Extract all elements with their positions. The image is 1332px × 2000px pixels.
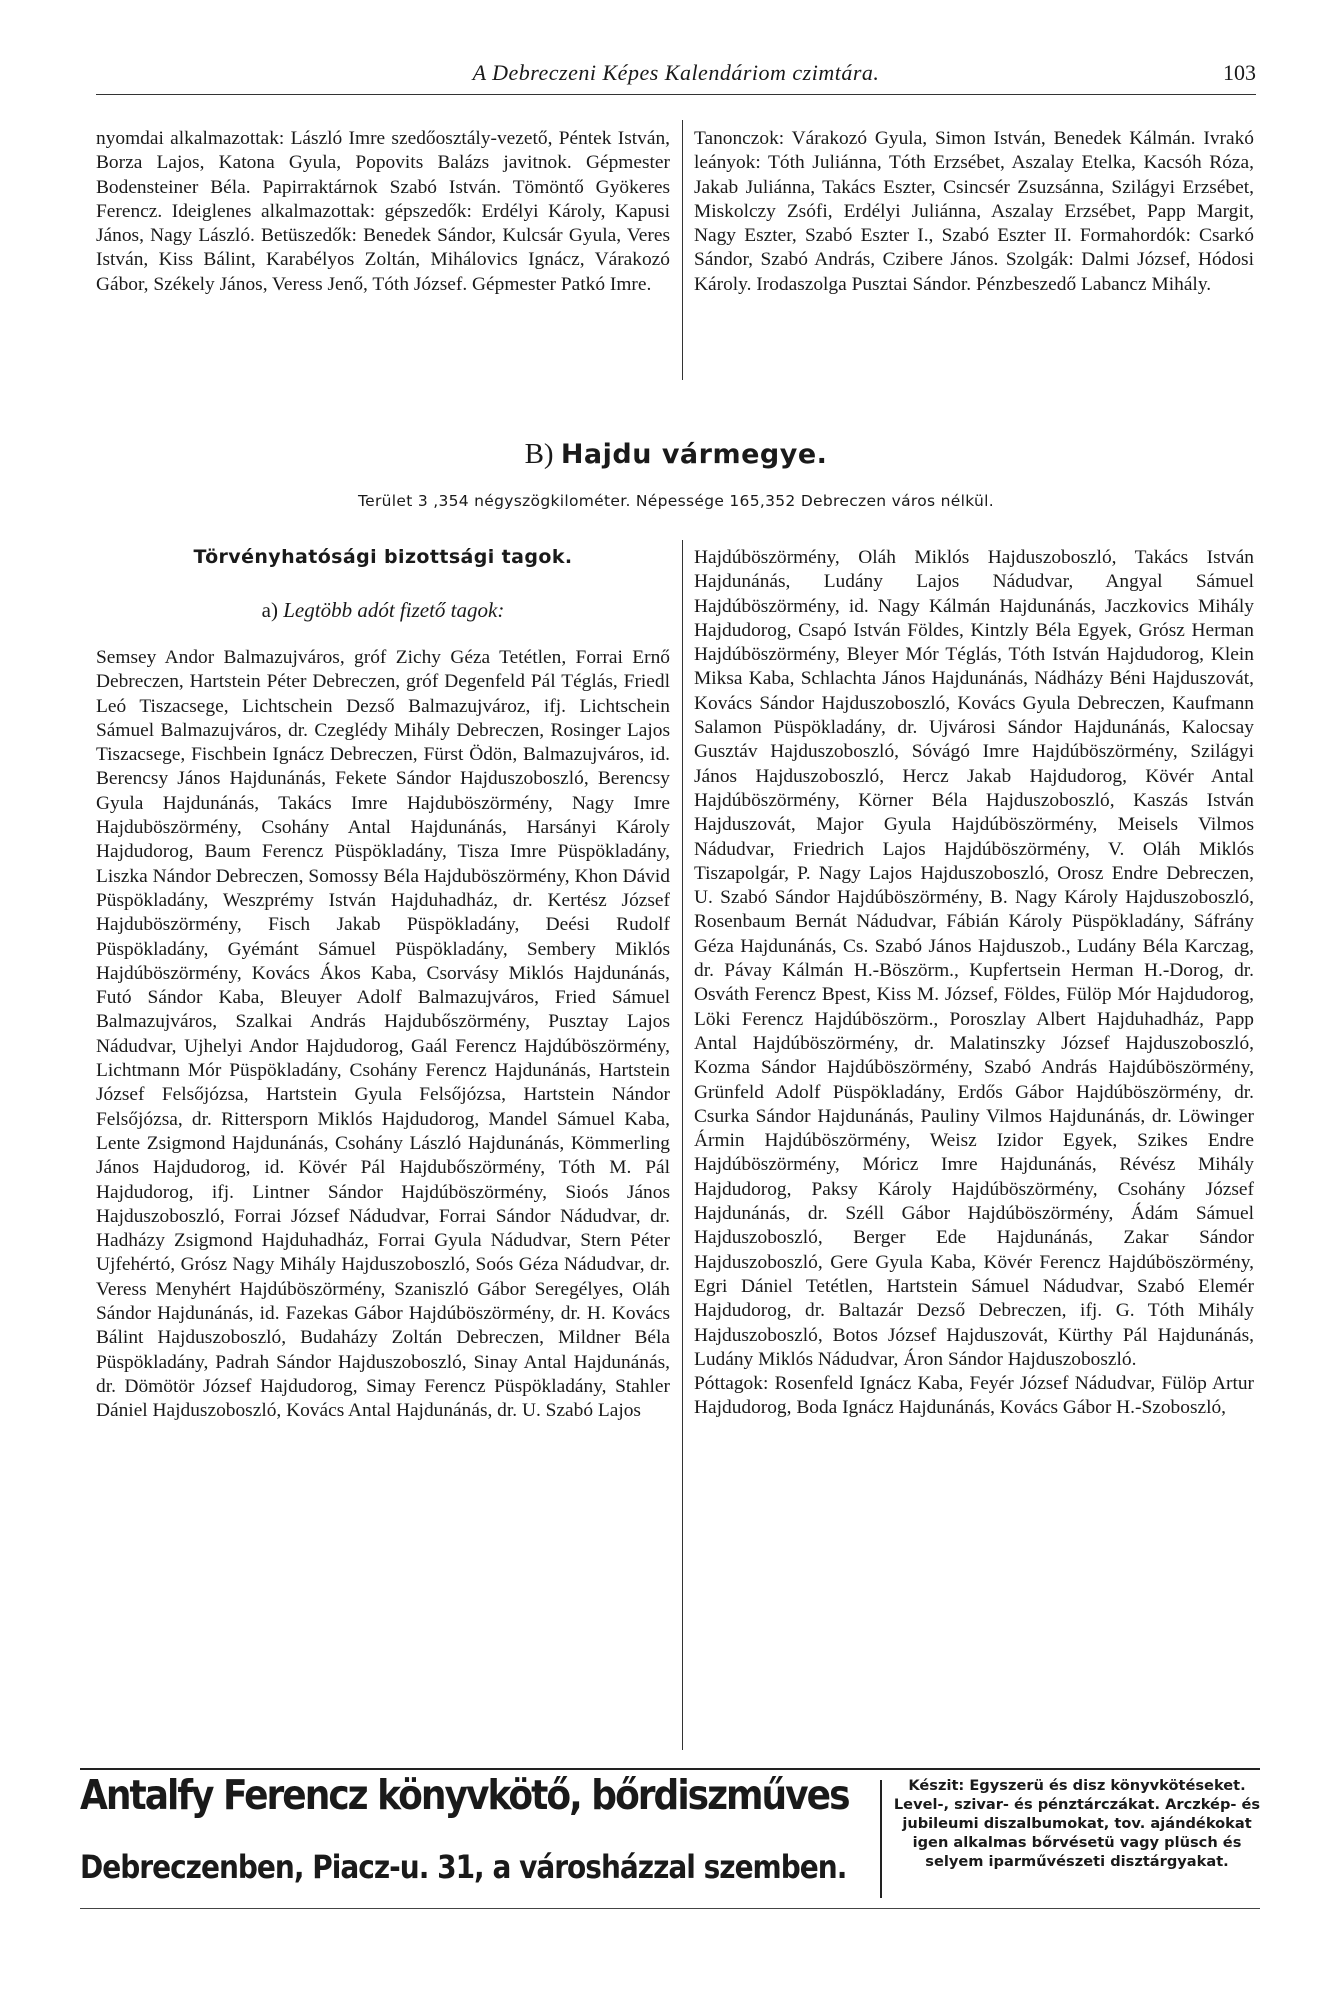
area-population-line: Terület 3 ,354 négyszögkilométer. Népessége 165,352 Debreczen város nélkül. [358, 492, 994, 510]
advertisement-headline: Antalfy Ferencz könyvkötő, bőrdiszműves [80, 1772, 849, 1820]
advertisement-address: Debreczenben, Piacz-u. 31, a városházzal szemben. [80, 1848, 847, 1886]
main-right-column [694, 546, 1254, 1421]
main-right-paragraph: Hajdúböszörmény, Oláh Miklós Hajduszoboszló, Takács István Hajdunánás, Ludány Lajos Nádudvar, Angyal Sámuel Hajdúböszörmény, id. Nagy Kálmán Hajdunánás, Jaczkovics Mihály Hajdudorog, Csapó István Földes, Kintzly Béla Egyek, Grósz Herman Hajdúböszörmény, Bleyer Mór Téglás, Tóth István Hajdudorog, Klein Miksa Kaba, Schlachta János Hajdunánás, Nádházy Béni Hajduszovát, Kovács Sándor Hajduszoboszló, Kovács Gyula Debreczen, Kaufmann Salamon Püspökladány, dr. Ujvárosi Sándor Hajdunánás, Kalocsay Gusztáv Hajduszoboszló, Sóvágó Imre Hajdúböszörmény, Szilágyi János Hajduszoboszló, Hercz Jakab Hajdudorog, Kövér Antal Hajdúböszörmény, Körner Béla Hajduszoboszló, Kaszás István Hajduszovát, Major Gyula Hajdúböszörmény, Meisels Vilmos Nádudvar, Friedrich Lajos Hajdúböszörmény, V. Oláh Miklós Tiszapolgár, P. Nagy Lajos Hajduszoboszló, Orosz Endre Debreczen, U. Szabó Sándor Hajdúböszörmény, B. Nagy Károly Hajduszoboszló, Rosenbaum Bernát Nádudvar, Fábián Károly Püspökladány, Sáfrány Géza Hajdunánás, Cs. Szabó János Hajduszob., Ludány Béla Karczag, dr. Pávay Kálmán H.-Böszörm., Kupfertsein Herman H.-Dorog, dr. Osváth Ferencz Bpest, Kiss M. József, Földes, Fülöp Mór Hajdudorog, Löki Ferencz Hajdúböszörm., Poroszlay Albert Hajduhadház, Papp Antal Hajdúböszörmény, dr. Malatinszky József Hajduszoboszló, Kozma Sándor Hajdúböszörmény, Szabó András Hajdúböszörmény, Grünfeld Adolf Püspökladány, Erdős Gábor Hajdúböszörmény, dr. Csurka Sándor Hajdunánás, Pauliny Vilmos Hajdunánás, dr. Löwinger Ármin Hajdúböszörmény, Weisz Izidor Egyek, Szikes Endre Hajdúböszörmény, Móricz Imre Hajdunánás, Révész Mihály Hajdudorog, Paksy Károly Hajdúböszörmény, Csohány József Hajdunánás, dr. Széll Gábor Hajdúböszörmény, Ádám Sámuel Hajduszoboszló, Berger Ede Hajdunánás, Zakar Sándor Hajduszoboszló, Gere Gyula Kaba, Kövér Ferencz Hajdúböszörmény, Egri Dániel Tetétlen, Hartstein Sámuel Nádudvar, Szabó Elemér Hajdudorog, dr. Baltazár Dezső Debreczen, ifj. G. Tóth Mihály Hajduszoboszló, Botos József Hajduszovát, Kürthy Pál Hajdunánás, Ludány Miklós Nádudvar, Áron Sándor Hajduszoboszló. [694, 547, 1254, 1370]
advertisement-divider [880, 1780, 882, 1898]
page-header [96, 56, 1256, 96]
advertisement-side-text: Készit: Egyszerü és disz könyvkötéseket. Level-, szivar- és pénztárczákat. Arczkép- és jubileumi diszalbumokat, tov. ajándékokat igen alkalmas bőrvésetü vagy plüsch és selyem iparművészeti disztárgyakat. [893, 1777, 1261, 1870]
page-number: 103 [1223, 60, 1256, 85]
taxpayers-subheading [96, 598, 670, 623]
committee-subheading: Törvényhatósági bizottsági tagok. [193, 546, 573, 568]
main-left-column [96, 646, 670, 1424]
running-title: A Debreczeni Képes Kalendáriom czimtára. [472, 60, 880, 85]
substitutes-paragraph: Póttagok: Rosenfeld Ignácz Kaba, Feyér József Nádudvar, Fülöp Artur Hajdudorog, Boda Ignácz Hajdunánás, Kovács Gábor H.-Szoboszló, [694, 1373, 1254, 1419]
top-right-paragraph: Tanonczok: Várakozó Gyula, Simon István, Benedek Kálmán. Ivrakó leányok: Tóth Juliánna, Tóth Erzsébet, Aszalay Etelka, Kacsóh Róza, Jakab Juliánna, Takács Eszter, Csincsér Zsuzsánna, Szilágyi Erzsébet, Miskolczy Zsófi, Erdélyi Juliánna, Aszalay Erzsébet, Papp Margit, Nagy Eszter, Szabó Eszter I., Szabó Eszter II. Formahordók: Csarkó Sándor, Szabó András, Czibere János. Szolgák: Dalmi József, Hódosi Károly. Irodaszolga Pusztai Sándor. Pénzbeszedő Labancz Mihály. [694, 128, 1254, 295]
advertisement-bottom-rule [80, 1908, 1260, 1909]
column-divider-main [682, 540, 683, 1750]
column-divider-top [682, 120, 683, 380]
section-heading [96, 438, 1256, 471]
section-prefix: B) [524, 438, 554, 470]
section-title: Hajdu vármegye. [560, 439, 828, 470]
advertisement-top-rule [80, 1768, 1260, 1770]
main-left-paragraph: Semsey Andor Balmazujváros, gróf Zichy Géza Tetétlen, Forrai Ernő Debreczen, Hartstein Péter Debreczen, gróf Degenfeld Pál Téglás, Friedl Leó Tiszacsege, Lichtschein Dezső Balmazujvároz, ifj. Lichtschein Sámuel Balmazujváros, dr. Czeglédy Mihály Debreczen, Rosinger Lajos Tiszacsege, Fischbein Ignácz Debreczen, Fürst Ödön, Balmazujváros, id. Berencsy János Hajdunánás, Fekete Sándor Hajduszoboszló, Berencsy Gyula Hajdunánás, Takács Imre Hajduböszörmény, Nagy Imre Hajduböszörmény, Csohány Antal Hajdunánás, Harsányi Károly Hajdudorog, Baum Ferencz Püspökladány, Tisza Imre Püspökladány, Liszka Nándor Debreczen, Somossy Béla Hajduböszörmény, Khon Dávid Püspökladány, Weszprémy István Hajduhadház, dr. Kertész József Hajduböszörmény, Fisch Jakab Püspökladány, Deési Rudolf Püspökladány, Gyémánt Sámuel Püspökladány, Sembery Miklós Hajdúböszörmény, Kovács Ákos Kaba, Csorvásy Miklós Hajdunánás, Futó Sándor Kaba, Bleuyer Adolf Balmazujváros, Fried Sámuel Balmazujváros, Szalkai András Hajdubőszörmény, Pusztay Lajos Nádudvar, Ujhelyi Andor Hajdudorog, Gaál Ferencz Hajdúböszörmény, Lichtmann Mór Püspökladány, Csohány Ferencz Hajdunánás, Hartstein József Felsőjózsa, Hartstein Gyula Felsőjózsa, Hartstein Nándor Felsőjózsa, dr. Rittersporn Miklós Hajdudorog, Mandel Sámuel Kaba, Lente Zsigmond Hajdunánás, Csohány László Hajdunánás, Kömmerling János Hajdudorog, id. Kövér Pál Hajdubőszörmény, Tóth M. Pál Hajdudorog, ifj. Lintner Sándor Hajdúböszörmény, Sioós János Hajduszoboszló, Forrai József Nádudvar, Forrai Sándor Nádudvar, dr. Hadházy Zsigmond Hajduhadház, Forrai Gyula Nádudvar, Stern Péter Ujfehértó, Grósz Nagy Mihály Hajduszoboszló, Soós Géza Nádudvar, dr. Veress Menyhért Hajdúböszörmény, Szaniszló Gábor Seregélyes, Oláh Sándor Hajdunánás, id. Fazekas Gábor Hajdúböszörmény, dr. H. Kovács Bálint Hajduszoboszló, Budaházy Zoltán Debreczen, Mildner Béla Püspökladány, Padrah Sándor Hajduszoboszló, Sinay Antal Hajdunánás, dr. Dömötör József Hajdudorog, Simay Ferencz Püspökladány, Stahler Dániel Hajduszoboszló, Kovács Antal Hajdunánás, dr. U. Szabó Lajos [96, 647, 670, 1422]
top-right-column [694, 127, 1254, 297]
top-left-paragraph: nyomdai alkalmazottak: László Imre szedőosztály-vezető, Péntek István, Borza Lajos, Katona Gyula, Popovits Balázs javitnok. Gépmester Bodensteiner Béla. Papirraktárnok Szabó István. Tömöntő Gyökeres Ferencz. Ideiglenes alkalmazottak: gépszedők: Erdélyi Károly, Kapusi János, Nagy László. Betüszedők: Benedek Sándor, Kulcsár Gyula, Veres István, Kiss Bálint, Karabélyos Zoltán, Mihálovics Ignácz, Várakozó Gábor, Székely János, Veress Jenő, Tóth József. Gépmester Patkó Imre. [96, 128, 670, 295]
top-left-column [96, 127, 670, 297]
subheading-prefix: a) [261, 598, 278, 622]
header-rule [96, 94, 1256, 95]
subheading-title: Legtöbb adót fizető tagok: [283, 598, 505, 622]
